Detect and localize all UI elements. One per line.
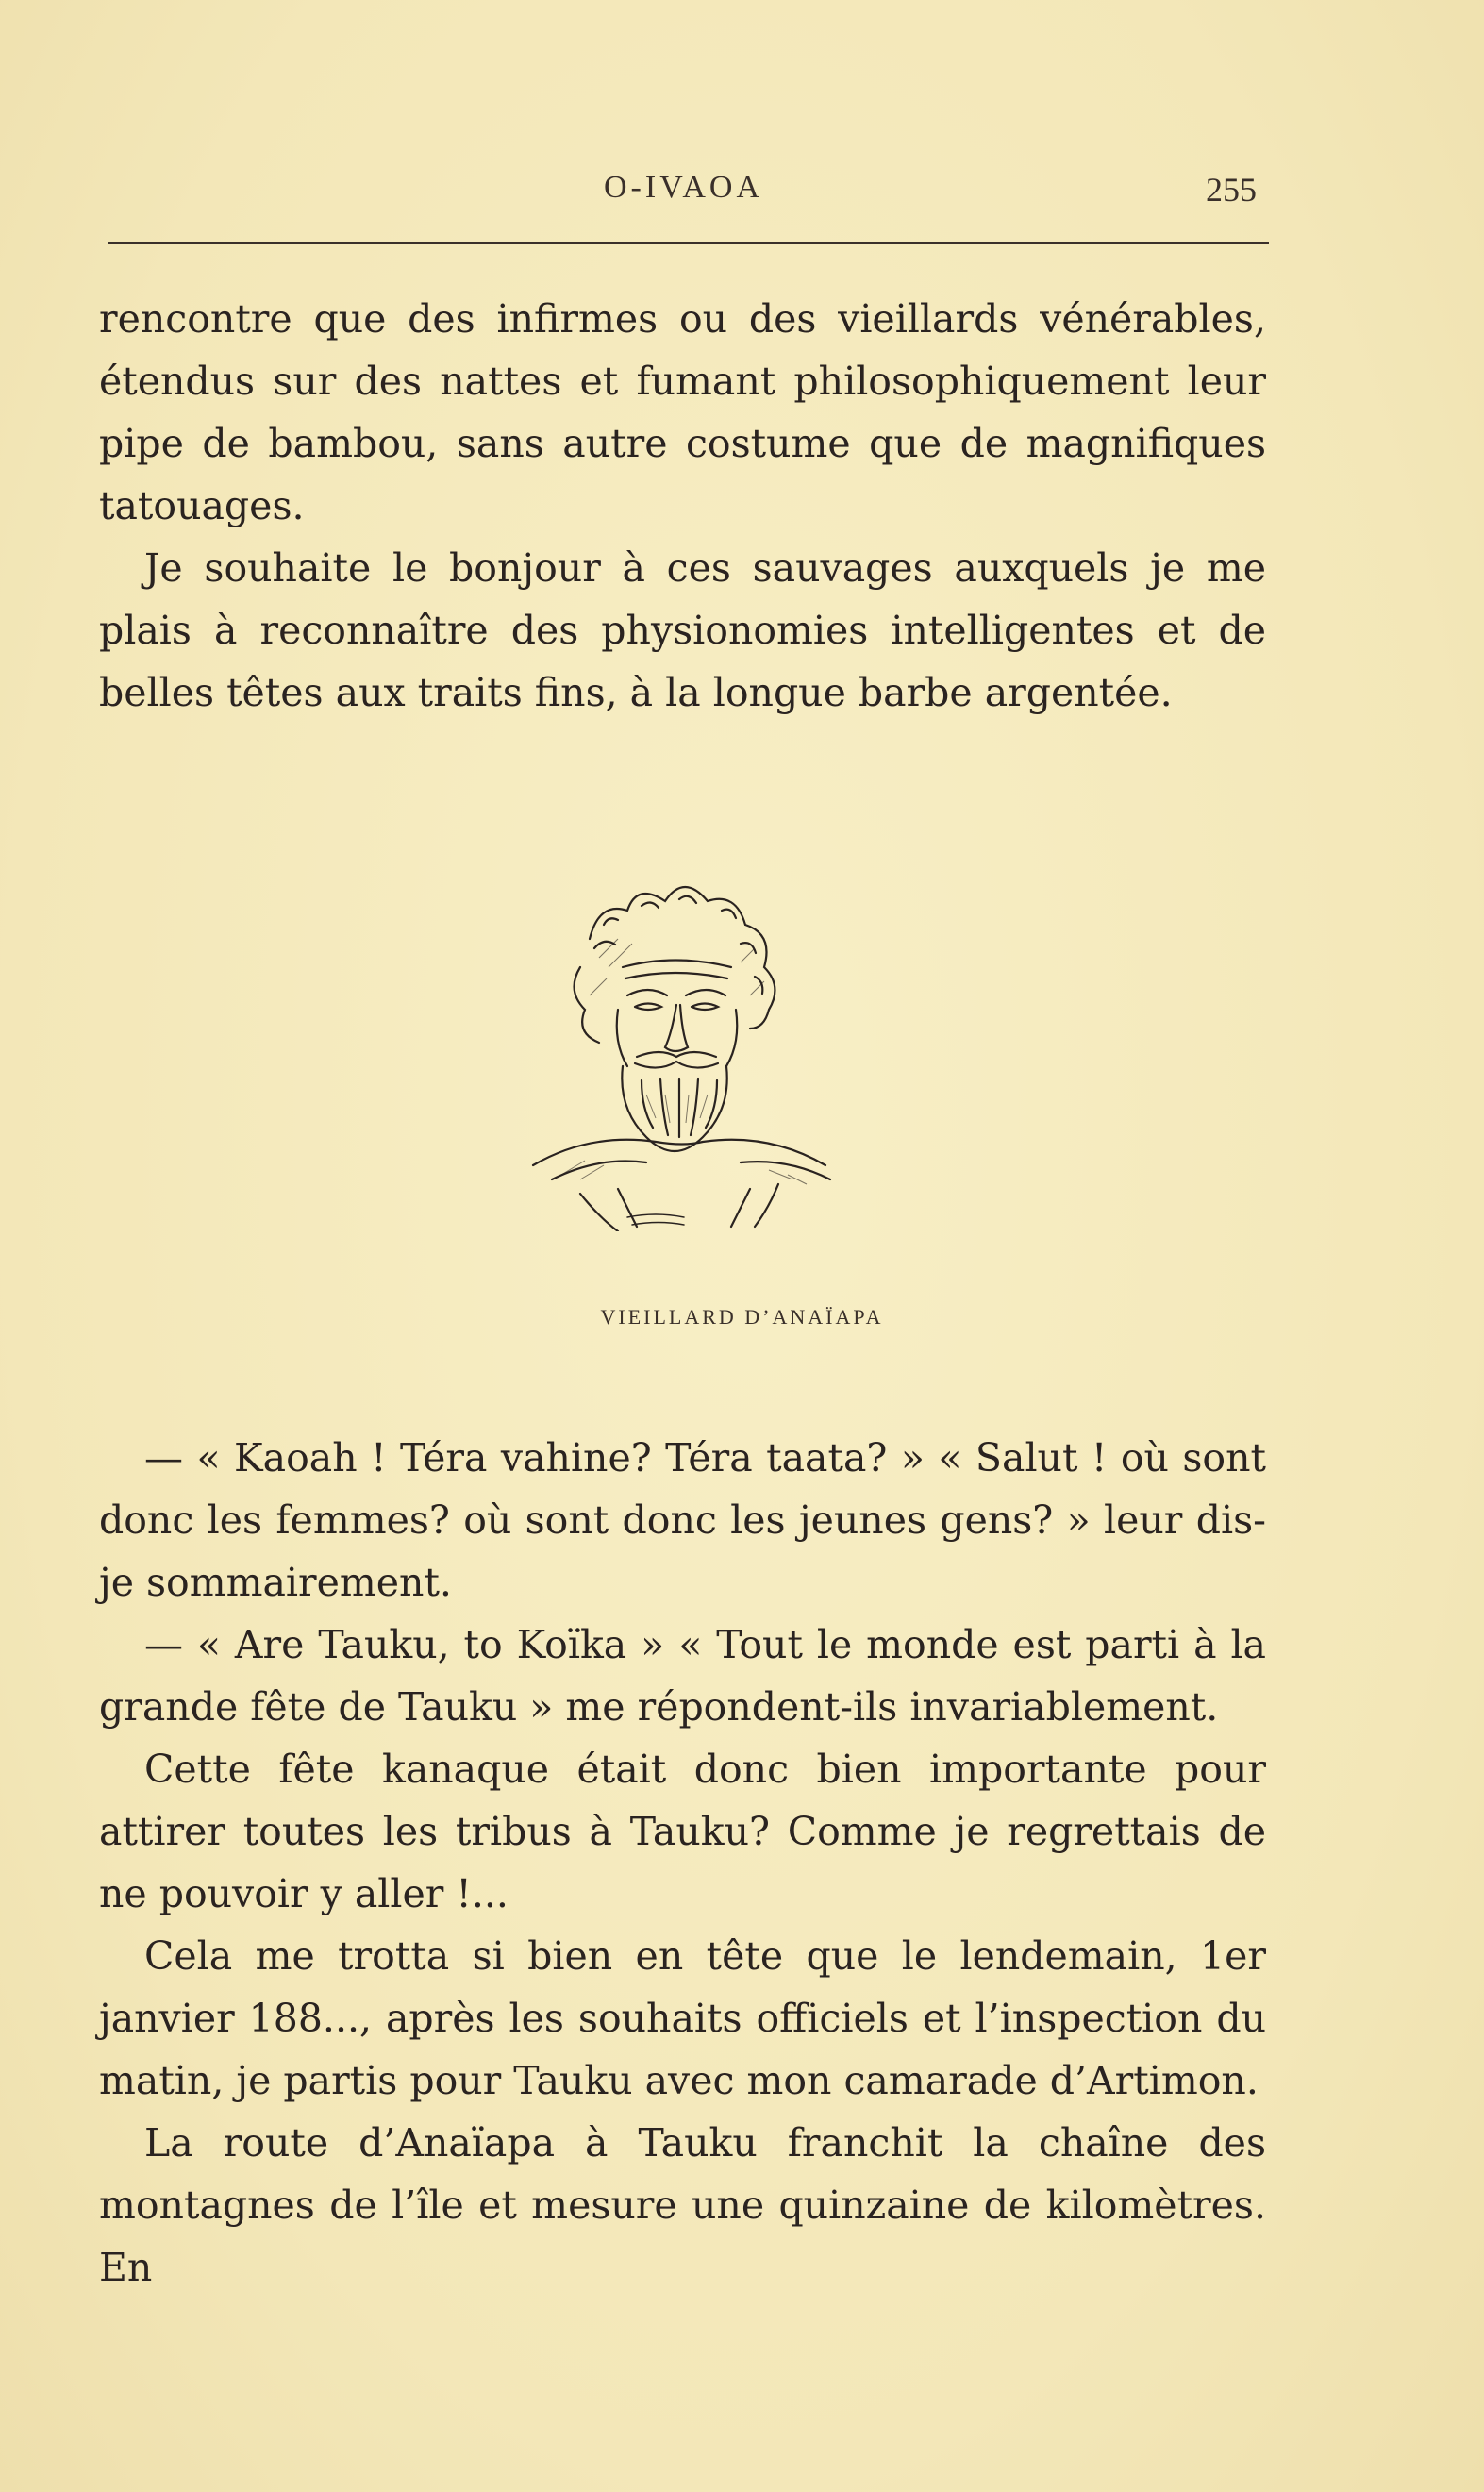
engraving-old-man-portrait xyxy=(524,854,859,1231)
body-text-bottom xyxy=(99,1427,1266,2299)
running-head: O-IVAOA xyxy=(604,170,764,205)
body-text-top xyxy=(99,288,1266,724)
paragraph: — « Are Tauku, to Koïka » « Tout le monde est parti à la grande fête de Tauku » me répondent-ils invariablement. xyxy=(99,1622,1266,1730)
paragraph: — « Kaoah ! Téra vahine? Téra taata? » « Salut ! où sont donc les femmes? où sont donc les jeunes gens? » leur dis-je sommairement. xyxy=(99,1435,1266,1605)
page-number: 255 xyxy=(1206,171,1257,209)
header-rule xyxy=(108,242,1269,244)
paragraph: Je souhaite le bonjour à ces sauvages auxquels je me plais à reconnaître des physionomies intelligentes et de belles têtes aux traits fins, à la longue barbe argentée. xyxy=(99,545,1266,715)
paragraph: rencontre que des infirmes ou des vieillards vénérables, étendus sur des nattes et fumant philosophiquement leur pipe de bambou, sans autre costume que de magnifiques tatouages. xyxy=(99,296,1266,528)
figure-caption: VIEILLARD D’ANAÏAPA xyxy=(600,1305,884,1329)
paragraph: Cette fête kanaque était donc bien importante pour attirer toutes les tribus à Tauku? Comme je regrettais de ne pouvoir y aller !... xyxy=(99,1747,1266,1916)
paragraph: La route d’Anaïapa à Tauku franchit la chaîne des montagnes de l’île et mesure une quinzaine de kilomètres. En xyxy=(99,2120,1266,2290)
paragraph: Cela me trotta si bien en tête que le lendemain, 1er janvier 188..., après les souhaits officiels et l’inspection du matin, je partis pour Tauku avec mon camarade d’Artimon. xyxy=(99,1933,1266,2103)
